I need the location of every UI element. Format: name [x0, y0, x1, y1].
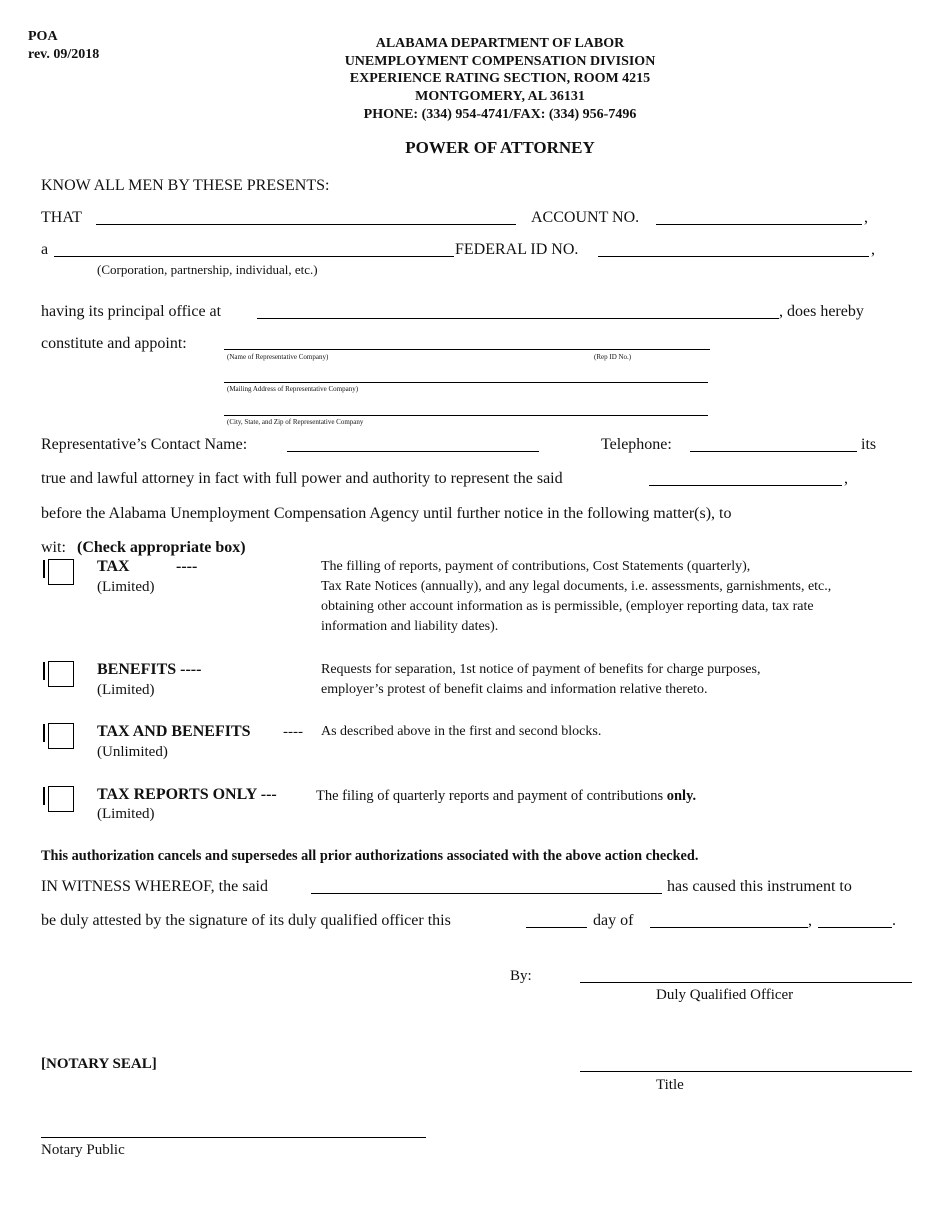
tax-option-line-3: obtaining other account information as is permissible, (employer reporting data, tax rate	[321, 599, 814, 614]
check-box-instruction: (Check appropriate box)	[77, 539, 246, 556]
said-name-field[interactable]	[649, 485, 842, 486]
contact-name-label: Representative’s Contact Name:	[41, 436, 248, 453]
principal-name-field[interactable]	[96, 224, 516, 225]
entity-type-field[interactable]	[54, 256, 454, 257]
benefits-checkbox[interactable]	[48, 661, 74, 687]
tax-reports-only-option-title: TAX REPORTS ONLY ---	[97, 786, 277, 803]
form-revision: rev. 09/2018	[28, 47, 100, 62]
officer-title-field[interactable]	[580, 1071, 912, 1072]
that-label: THAT	[41, 209, 82, 226]
tax-reports-only-option-desc: The filing of quarterly reports and payment of contributions	[316, 788, 667, 804]
year-field[interactable]	[818, 927, 892, 928]
tax-option-line-1: The filling of reports, payment of contributions, Cost Statements (quarterly),	[321, 559, 751, 574]
rep-mailing-field[interactable]	[224, 382, 708, 383]
officer-label: Duly Qualified Officer	[656, 987, 794, 1003]
a-label: a	[41, 241, 49, 258]
notary-signature-field[interactable]	[41, 1137, 426, 1138]
tax-checkbox[interactable]	[48, 559, 74, 585]
bracket-mark	[43, 724, 45, 742]
attest-label: be duly attested by the signature of its duly qualified officer this	[41, 912, 451, 929]
said-comma: ,	[844, 470, 848, 487]
bracket-mark	[43, 787, 45, 805]
cancel-note: This authorization cancels and supersedes all prior authorizations associated with the above action checked.	[41, 848, 699, 864]
tax-and-benefits-option-scope: (Unlimited)	[97, 744, 168, 760]
division-name: UNEMPLOYMENT COMPENSATION DIVISION	[344, 54, 656, 69]
benefits-option-title: BENEFITS ----	[97, 661, 202, 678]
before-text: before the Alabama Unemployment Compensation Agency until further notice in the following matter(s), to	[41, 505, 732, 522]
telephone-label: Telephone:	[601, 436, 672, 453]
tax-reports-only-option-text	[316, 786, 696, 806]
hereby-label: , does hereby	[779, 303, 864, 320]
agency-contact: PHONE: (334) 954-4741/FAX: (334) 956-7496	[363, 107, 637, 122]
tax-reports-only-option-emphasis: only.	[666, 788, 697, 804]
date-comma: ,	[808, 912, 812, 929]
tax-option-dashes: ----	[176, 558, 198, 575]
agency-name: ALABAMA DEPARTMENT OF LABOR	[375, 36, 625, 51]
rep-city-hint: (City, State, and Zip of Representative Company	[227, 418, 364, 426]
witness-name-field[interactable]	[311, 893, 662, 894]
tax-reports-only-option-scope: (Limited)	[97, 806, 155, 822]
account-comma: ,	[864, 209, 868, 226]
page-title: POWER OF ATTORNEY	[405, 138, 595, 157]
rep-id-hint: (Rep ID No.)	[594, 353, 632, 361]
principal-office-label: having its principal office at	[41, 303, 222, 320]
contact-name-field[interactable]	[287, 451, 539, 452]
tax-and-benefits-option-title: TAX AND BENEFITS	[97, 723, 251, 740]
witness-label: IN WITNESS WHEREOF, the said	[41, 878, 268, 895]
account-no-label: ACCOUNT NO.	[531, 209, 640, 226]
wit-label: wit:	[41, 539, 66, 556]
officer-signature-field[interactable]	[580, 982, 912, 983]
benefits-option-scope: (Limited)	[97, 682, 155, 698]
title-label: Title	[656, 1077, 684, 1093]
federal-id-field[interactable]	[598, 256, 869, 257]
tax-and-benefits-checkbox[interactable]	[48, 723, 74, 749]
tax-and-benefits-option-dashes: ----	[283, 724, 303, 740]
entity-type-hint: (Corporation, partnership, individual, etc.)	[97, 262, 318, 277]
federal-comma: ,	[871, 241, 875, 258]
rep-company-field[interactable]	[224, 349, 710, 350]
account-no-field[interactable]	[656, 224, 862, 225]
notary-public-label: Notary Public	[41, 1142, 125, 1158]
intro-text: KNOW ALL MEN BY THESE PRESENTS:	[41, 177, 330, 194]
date-period: .	[892, 912, 896, 929]
form-code: POA	[28, 29, 58, 44]
tax-option-title: TAX	[97, 558, 130, 575]
principal-office-field[interactable]	[257, 318, 779, 319]
by-label: By:	[510, 968, 532, 984]
tax-option-line-4: information and liability dates).	[321, 619, 499, 634]
benefits-option-line-1: Requests for separation, 1st notice of payment of benefits for charge purposes,	[321, 662, 761, 677]
rep-mailing-hint: (Mailing Address of Representative Company)	[227, 385, 359, 393]
tax-reports-only-checkbox[interactable]	[48, 786, 74, 812]
day-of-label: day of	[593, 912, 634, 929]
telephone-field[interactable]	[690, 451, 857, 452]
its-label: its	[861, 436, 877, 453]
rep-city-field[interactable]	[224, 415, 708, 416]
attorney-text: true and lawful attorney in fact with full power and authority to represent the said	[41, 470, 563, 487]
month-field[interactable]	[650, 927, 808, 928]
constitute-label: constitute and appoint:	[41, 335, 187, 352]
benefits-option-line-2: employer’s protest of benefit claims and information relative thereto.	[321, 682, 708, 697]
agency-city: MONTGOMERY, AL 36131	[415, 89, 585, 104]
rep-company-hint: (Name of Representative Company)	[227, 353, 329, 361]
tax-and-benefits-option-line-1: As described above in the first and second blocks.	[321, 724, 602, 739]
tax-option-line-2: Tax Rate Notices (annually), and any legal documents, i.e. assessments, garnishments, etc.,	[321, 579, 832, 594]
section-name: EXPERIENCE RATING SECTION, ROOM 4215	[349, 71, 651, 86]
notary-seal-label: [NOTARY SEAL]	[41, 1056, 157, 1072]
bracket-mark	[43, 560, 45, 578]
bracket-mark	[43, 662, 45, 680]
federal-id-label: FEDERAL ID NO.	[455, 241, 579, 258]
witness-tail: has caused this instrument to	[667, 878, 852, 895]
day-field[interactable]	[526, 927, 587, 928]
tax-option-scope: (Limited)	[97, 579, 155, 595]
